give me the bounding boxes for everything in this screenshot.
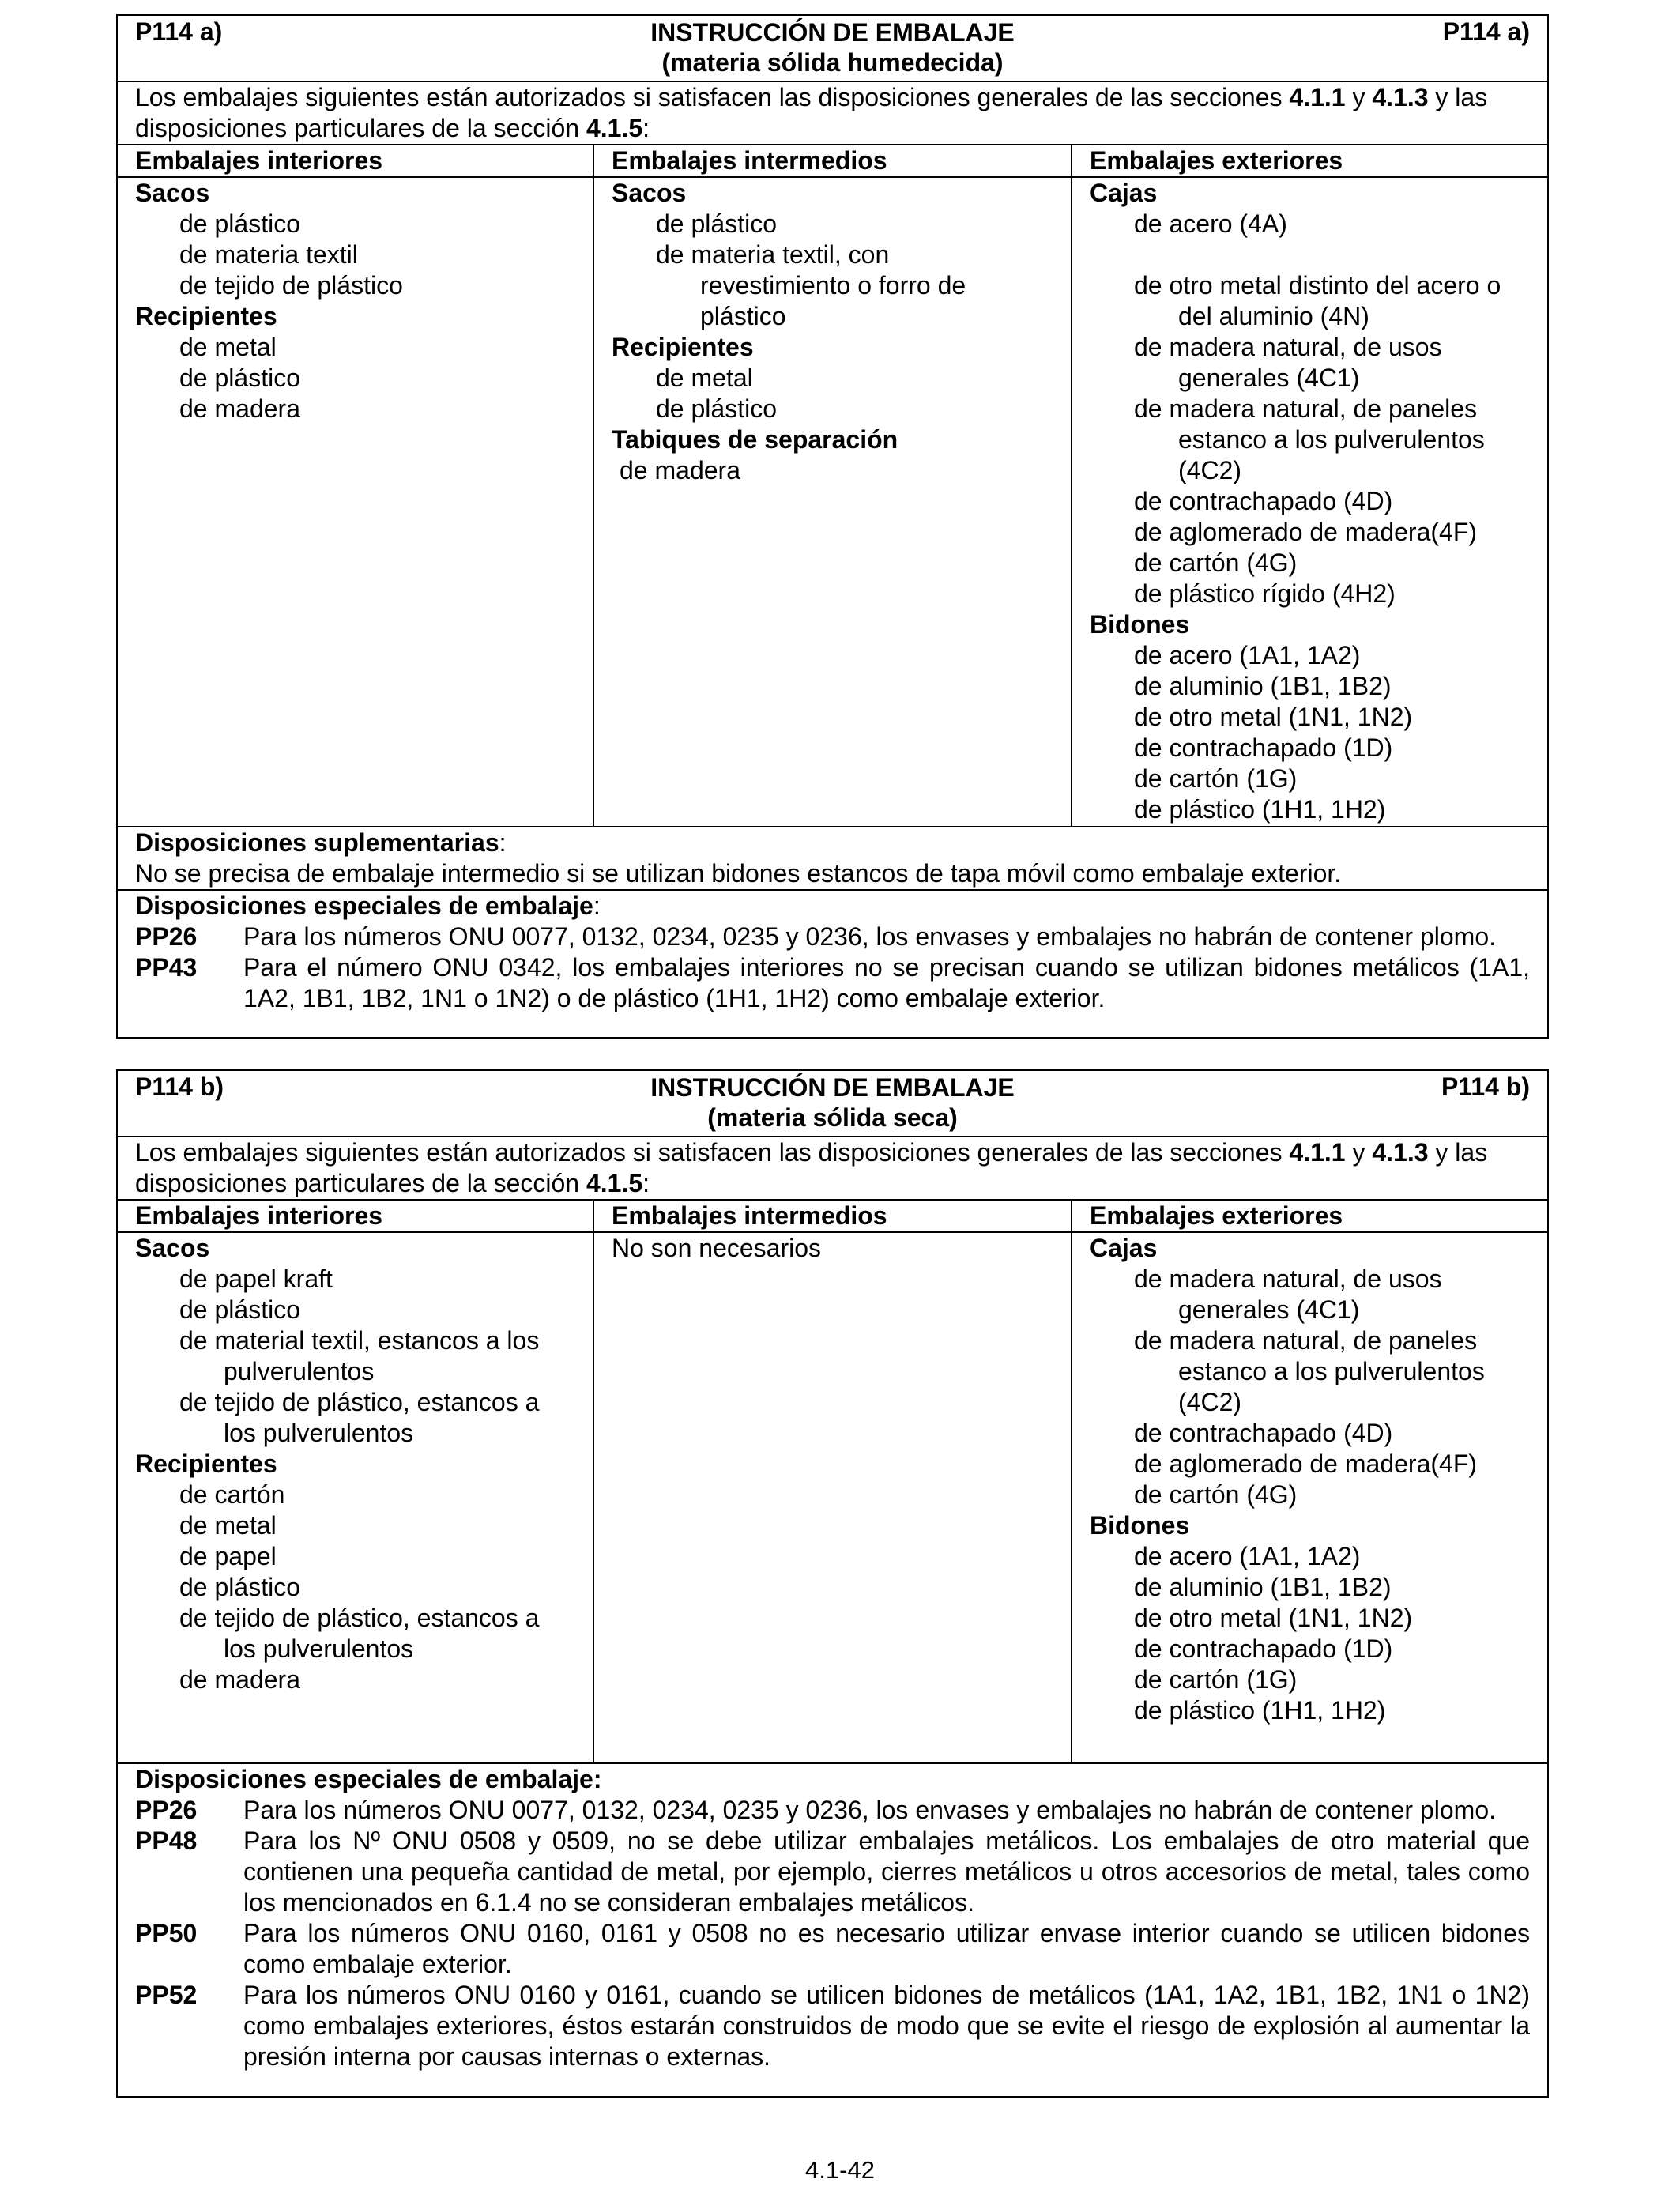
list-item-continuation: (4C2)	[1178, 456, 1242, 484]
intro-text: Los embalajes siguientes están autorizados si satisfacen las disposiciones generales de las secciones	[135, 1138, 1290, 1167]
list-item: de aluminio (1B1, 1B2)	[1134, 1573, 1392, 1601]
list-item: de plástico	[179, 1295, 300, 1324]
list-item-continuation: estanco a los pulverulentos	[1178, 1357, 1485, 1385]
intro-text: :	[642, 114, 650, 142]
supplementary-text: No se precisa de embalaje intermedio si se utilizan bidones estancos de tapa móvil como embalaje exterior.	[135, 859, 1342, 888]
instruction-code-left: P114 b)	[135, 1072, 224, 1101]
header-intermediate: Embalajes intermedios	[594, 145, 1072, 176]
provision-code: PP52	[135, 1981, 198, 2009]
provision-item	[118, 952, 1547, 1014]
header-outer: Embalajes exteriores	[1090, 146, 1343, 175]
special-title: Disposiciones especiales de embalaje:	[135, 1765, 602, 1793]
header-intermediate: Embalajes intermedios	[594, 1201, 1072, 1231]
list-heading: Sacos	[612, 179, 687, 207]
special-provisions	[118, 1762, 1547, 2072]
list-item: de cartón (4G)	[1134, 548, 1298, 577]
provision-item	[118, 1918, 1547, 1980]
outer-packaging-list	[1072, 178, 1547, 826]
header-inner: Embalajes interiores	[118, 145, 594, 176]
list-item: de plástico	[179, 364, 300, 392]
special-provisions	[118, 889, 1547, 1014]
list-item: de plástico rígido (4H2)	[1134, 579, 1396, 608]
special-items	[118, 1795, 1547, 2072]
provision-code: PP50	[135, 1919, 198, 1947]
list-item: de papel	[179, 1542, 277, 1570]
header-outer: Embalajes exteriores	[1090, 1201, 1343, 1230]
list-heading: Recipientes	[135, 1449, 277, 1478]
list-item: de papel kraft	[179, 1265, 333, 1293]
intro-text: y	[1345, 1138, 1373, 1167]
intermediate-packaging-list	[594, 1233, 1072, 1762]
packing-instruction-p114b	[116, 1069, 1549, 2098]
list-text: No son necesarios	[612, 1234, 822, 1262]
list-item-continuation: los pulverulentos	[224, 1419, 414, 1447]
special-items	[118, 922, 1547, 1014]
list-heading: Sacos	[135, 1234, 210, 1262]
provision-item	[118, 922, 1547, 952]
list-item: de otro metal (1N1, 1N2)	[1134, 703, 1413, 731]
list-item: de cartón (1G)	[1134, 1665, 1298, 1694]
list-item: de materia textil	[179, 240, 358, 269]
header-inner: Embalajes interiores	[118, 1201, 594, 1231]
column-headers	[118, 1199, 1547, 1231]
instruction-subtitle: (materia sólida humedecida)	[661, 48, 1004, 77]
list-heading: Sacos	[135, 179, 210, 207]
list-item: de tejido de plástico	[179, 271, 403, 300]
list-item: de materia textil, con	[656, 240, 890, 269]
list-item: de plástico	[656, 209, 777, 238]
list-item: de aglomerado de madera(4F)	[1134, 1449, 1478, 1478]
list-item: de madera	[620, 456, 740, 484]
supplementary-title: Disposiciones suplementarias	[135, 828, 499, 857]
list-item-continuation: (4C2)	[1178, 1388, 1242, 1416]
list-heading: Tabiques de separación	[612, 425, 898, 454]
section-ref: 4.1.1	[1289, 1138, 1346, 1167]
section-ref: 4.1.5	[586, 114, 643, 142]
list-item: de contrachapado (1D)	[1134, 733, 1393, 762]
provision-item	[118, 1795, 1547, 1826]
instruction-subtitle: (materia sólida seca)	[707, 1103, 958, 1132]
list-item: de cartón (4G)	[1134, 1480, 1298, 1509]
intro-text: Los embalajes siguientes están autorizados si satisfacen las disposiciones generales de las secciones	[135, 83, 1290, 111]
list-item: de aluminio (1B1, 1B2)	[1134, 672, 1392, 700]
section-ref: 4.1.1	[1289, 83, 1346, 111]
list-heading: Bidones	[1090, 610, 1190, 639]
list-item-continuation: generales (4C1)	[1178, 364, 1360, 392]
packing-instruction-p114a	[116, 14, 1549, 1039]
list-item-continuation: los pulverulentos	[224, 1634, 414, 1663]
list-item-continuation: pulverulentos	[224, 1357, 375, 1385]
inner-packaging-list	[118, 1233, 594, 1762]
list-item: de plástico (1H1, 1H2)	[1134, 795, 1386, 824]
list-item: de madera natural, de paneles	[1134, 1326, 1478, 1355]
list-item: de aglomerado de madera(4F)	[1134, 518, 1478, 546]
list-item-continuation: revestimiento o forro de	[700, 271, 966, 300]
list-item-continuation: plástico	[700, 302, 786, 330]
section-ref: 4.1.3	[1372, 1138, 1429, 1167]
provision-item	[118, 1826, 1547, 1918]
list-item-continuation: estanco a los pulverulentos	[1178, 425, 1485, 454]
list-item: de metal	[656, 364, 753, 392]
list-item: de acero (1A1, 1A2)	[1134, 1542, 1361, 1570]
packaging-columns	[118, 1231, 1547, 1762]
supplementary-provisions	[118, 826, 1547, 889]
list-heading: Recipientes	[135, 302, 277, 330]
list-item: de cartón (1G)	[1134, 764, 1298, 793]
instruction-title: INSTRUCCIÓN DE EMBALAJE	[650, 18, 1015, 47]
list-spacer	[1090, 239, 1547, 270]
instruction-code-right: P114 a)	[1442, 17, 1530, 46]
intro-paragraph	[118, 1136, 1547, 1199]
intro-text: y	[1345, 83, 1373, 111]
provision-text: Para los Nº ONU 0508 y 0509, no se debe utilizar embalajes metálicos. Los embalajes de otro material que contienen una pequeña cantidad de metal, por ejemplo, cierres metálicos u otros accesorios de metal, tales como los mencionados en 6.1.4 no se consideran embalajes metálicos.	[243, 1826, 1530, 1917]
special-colon: :	[593, 892, 601, 920]
supplementary-colon: :	[499, 828, 507, 857]
intro-text: y las disposiciones particulares de la sección	[135, 1138, 1488, 1197]
provision-code: PP26	[135, 922, 198, 951]
instruction-code-right: P114 b)	[1441, 1072, 1530, 1101]
provision-code: PP43	[135, 953, 198, 982]
provision-text: Para los números ONU 0160 y 0161, cuando se utilicen bidones de metálicos (1A1, 1A2, 1B1, 1B2, 1N1 o 1N2) como embalajes exteriores, éstos estarán construidos de modo que se evite el riesgo de explosión al aumentar la presión interna por causas internas o externas.	[243, 1981, 1530, 2071]
list-item: de madera	[179, 394, 300, 423]
instruction-code-left: P114 a)	[135, 17, 223, 46]
list-item: de plástico	[179, 1573, 300, 1601]
list-item: de tejido de plástico, estancos a	[179, 1604, 540, 1632]
provision-item	[118, 1980, 1547, 2072]
list-item: de acero (4A)	[1134, 209, 1287, 238]
list-item: de cartón	[179, 1480, 285, 1509]
intermediate-packaging-list	[594, 178, 1072, 826]
list-item: de acero (1A1, 1A2)	[1134, 641, 1361, 669]
list-item: de contrachapado (4D)	[1134, 487, 1393, 515]
list-item: de plástico	[179, 209, 300, 238]
list-heading: Cajas	[1090, 1234, 1158, 1262]
list-heading: Cajas	[1090, 179, 1158, 207]
intro-text: y las disposiciones particulares de la sección	[135, 83, 1488, 142]
list-item: de contrachapado (1D)	[1134, 1634, 1393, 1663]
list-item: de madera	[179, 1665, 300, 1694]
provision-text: Para los números ONU 0077, 0132, 0234, 0235 y 0236, los envases y embalajes no habrán de contener plomo.	[243, 1796, 1496, 1824]
list-heading: Bidones	[1090, 1511, 1190, 1540]
provision-code: PP48	[135, 1826, 198, 1855]
list-item: de metal	[179, 1511, 277, 1540]
list-item: de otro metal distinto del acero o	[1134, 271, 1501, 300]
list-item: de tejido de plástico, estancos a	[179, 1388, 540, 1416]
list-item: de plástico	[656, 394, 777, 423]
provision-text: Para los números ONU 0077, 0132, 0234, 0235 y 0236, los envases y embalajes no habrán de contener plomo.	[243, 922, 1496, 951]
intro-paragraph	[118, 81, 1547, 144]
packaging-columns	[118, 176, 1547, 826]
outer-packaging-list	[1072, 1233, 1547, 1762]
list-item: de metal	[179, 333, 277, 361]
list-item: de madera natural, de paneles	[1134, 394, 1478, 423]
section-ref: 4.1.5	[586, 1169, 643, 1197]
instruction-header	[118, 16, 1547, 81]
list-item: de madera natural, de usos	[1134, 333, 1442, 361]
list-item: de plástico (1H1, 1H2)	[1134, 1696, 1386, 1725]
intro-text: :	[642, 1169, 650, 1197]
page-number: 4.1-42	[805, 2156, 875, 2184]
list-item: de otro metal (1N1, 1N2)	[1134, 1604, 1413, 1632]
instruction-header	[118, 1071, 1547, 1136]
section-ref: 4.1.3	[1372, 83, 1429, 111]
provision-text: Para los números ONU 0160, 0161 y 0508 no es necesario utilizar envase interior cuando se utilicen bidones como embalaje exterior.	[243, 1919, 1530, 1978]
inner-packaging-list	[118, 178, 594, 826]
column-headers	[118, 144, 1547, 176]
provision-text: Para el número ONU 0342, los embalajes interiores no se precisan cuando se utilizan bidones metálicos (1A1, 1A2, 1B1, 1B2, 1N1 o 1N2) o de plástico (1H1, 1H2) como embalaje exterior.	[243, 953, 1530, 1012]
list-item-continuation: generales (4C1)	[1178, 1295, 1360, 1324]
list-heading: Recipientes	[612, 333, 754, 361]
list-item: de material textil, estancos a los	[179, 1326, 540, 1355]
list-item: de contrachapado (4D)	[1134, 1419, 1393, 1447]
special-title: Disposiciones especiales de embalaje	[135, 892, 593, 920]
list-item-continuation: del aluminio (4N)	[1178, 302, 1369, 330]
list-item: de madera natural, de usos	[1134, 1265, 1442, 1293]
provision-code: PP26	[135, 1796, 198, 1824]
instruction-title: INSTRUCCIÓN DE EMBALAJE	[650, 1073, 1015, 1102]
